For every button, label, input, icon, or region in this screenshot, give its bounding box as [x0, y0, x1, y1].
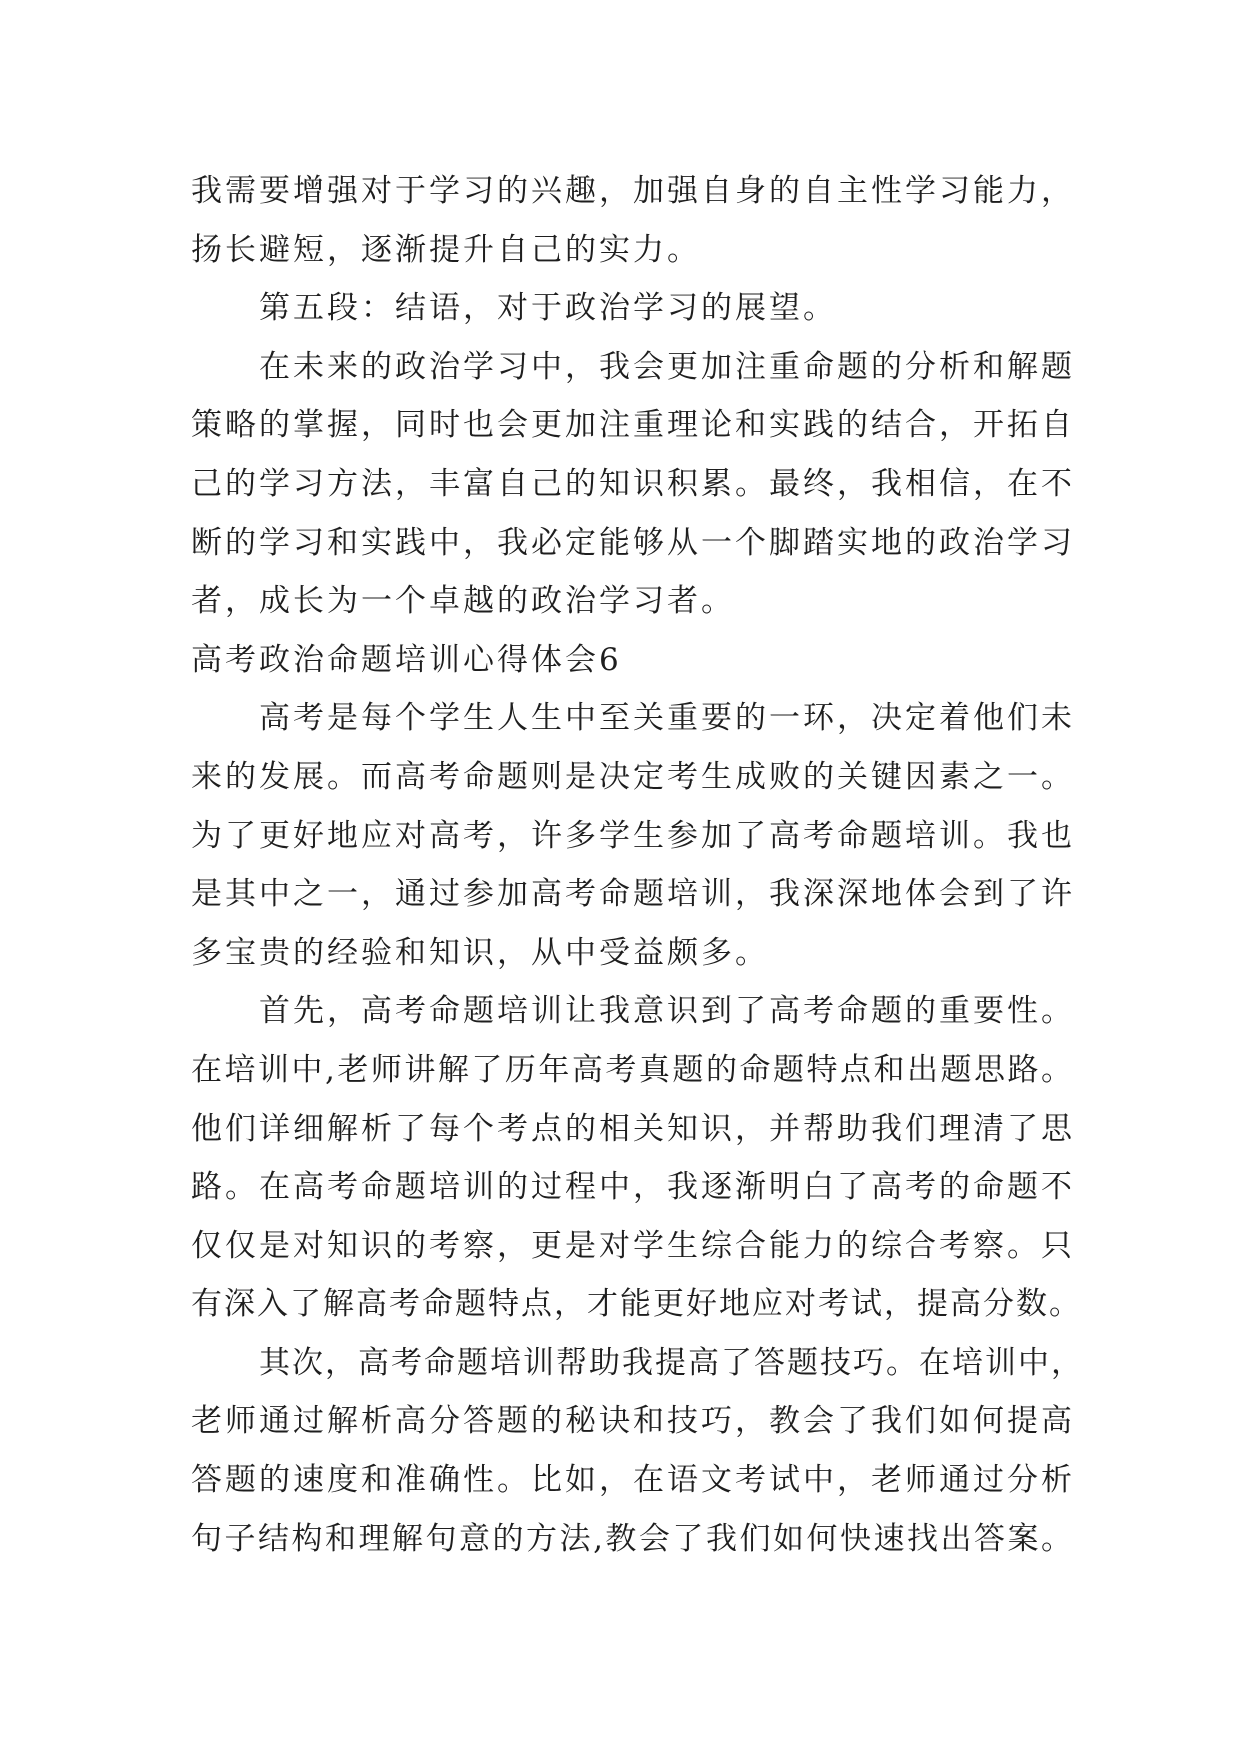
text-line: 扬长避短，逐渐提升自己的实力。: [191, 231, 701, 268]
paragraph: [191, 162, 1074, 279]
text-line: 其次，高考命题培训帮助我提高了答题技巧。在培训中，: [259, 1344, 1084, 1381]
text-line: 句子结构和理解句意的方法,教会了我们如何快速找出答案。: [191, 1520, 1074, 1557]
text-line: 答题的速度和准确性。比如，在语文考试中，老师通过分析: [191, 1462, 1074, 1499]
text-line: 策略的掌握，同时也会更加注重理论和实践的结合，开拓自: [191, 407, 1074, 444]
paragraph: [191, 338, 1074, 631]
text-line: 在培训中,老师讲解了历年高考真题的命题特点和出题思路。: [191, 1051, 1074, 1088]
text-line: 老师通过解析高分答题的秘诀和技巧，教会了我们如何提高: [191, 1403, 1074, 1440]
text-line: 路。在高考命题培训的过程中，我逐渐明白了高考的命题不: [191, 1169, 1074, 1206]
text-line: 有深入了解高考命题特点，才能更好地应对考试，提高分数。: [191, 1286, 1082, 1323]
text-line: 为了更好地应对高考，许多学生参加了高考命题培训。我也: [191, 817, 1074, 854]
text-line: 仅仅是对知识的考察，更是对学生综合能力的综合考察。只: [191, 1227, 1074, 1264]
text-line: 在未来的政治学习中，我会更加注重命题的分析和解题: [259, 348, 1074, 385]
text-line: 己的学习方法，丰富自己的知识积累。最终，我相信，在不: [191, 465, 1074, 502]
text-line: 我需要增强对于学习的兴趣，加强自身的自主性学习能力，: [191, 173, 1074, 209]
text-line: 多宝贵的经验和知识，从中受益颇多。: [191, 934, 769, 971]
text-line: 第五段：结语，对于政治学习的展望。: [259, 290, 837, 327]
essay-title: 高考政治命题培训心得体会6: [191, 641, 622, 678]
paragraph: [191, 982, 1082, 1334]
paragraph: [191, 1334, 1084, 1568]
paragraph: [191, 689, 1074, 982]
paragraph: [191, 279, 1074, 338]
text-line: 他们详细解析了每个考点的相关知识，并帮助我们理清了思: [191, 1110, 1074, 1147]
text-line: 是其中之一，通过参加高考命题培训，我深深地体会到了许: [191, 876, 1074, 913]
text-line: 首先，高考命题培训让我意识到了高考命题的重要性。: [259, 993, 1074, 1030]
page-body: [191, 162, 1084, 1568]
text-line: 者，成长为一个卓越的政治学习者。: [191, 583, 735, 620]
text-line: 高考是每个学生人生中至关重要的一环，决定着他们未: [259, 700, 1074, 737]
text-line: 断的学习和实践中，我必定能够从一个脚踏实地的政治学习: [191, 524, 1074, 561]
text-line: 来的发展。而高考命题则是决定考生成败的关键因素之一。: [191, 758, 1074, 795]
